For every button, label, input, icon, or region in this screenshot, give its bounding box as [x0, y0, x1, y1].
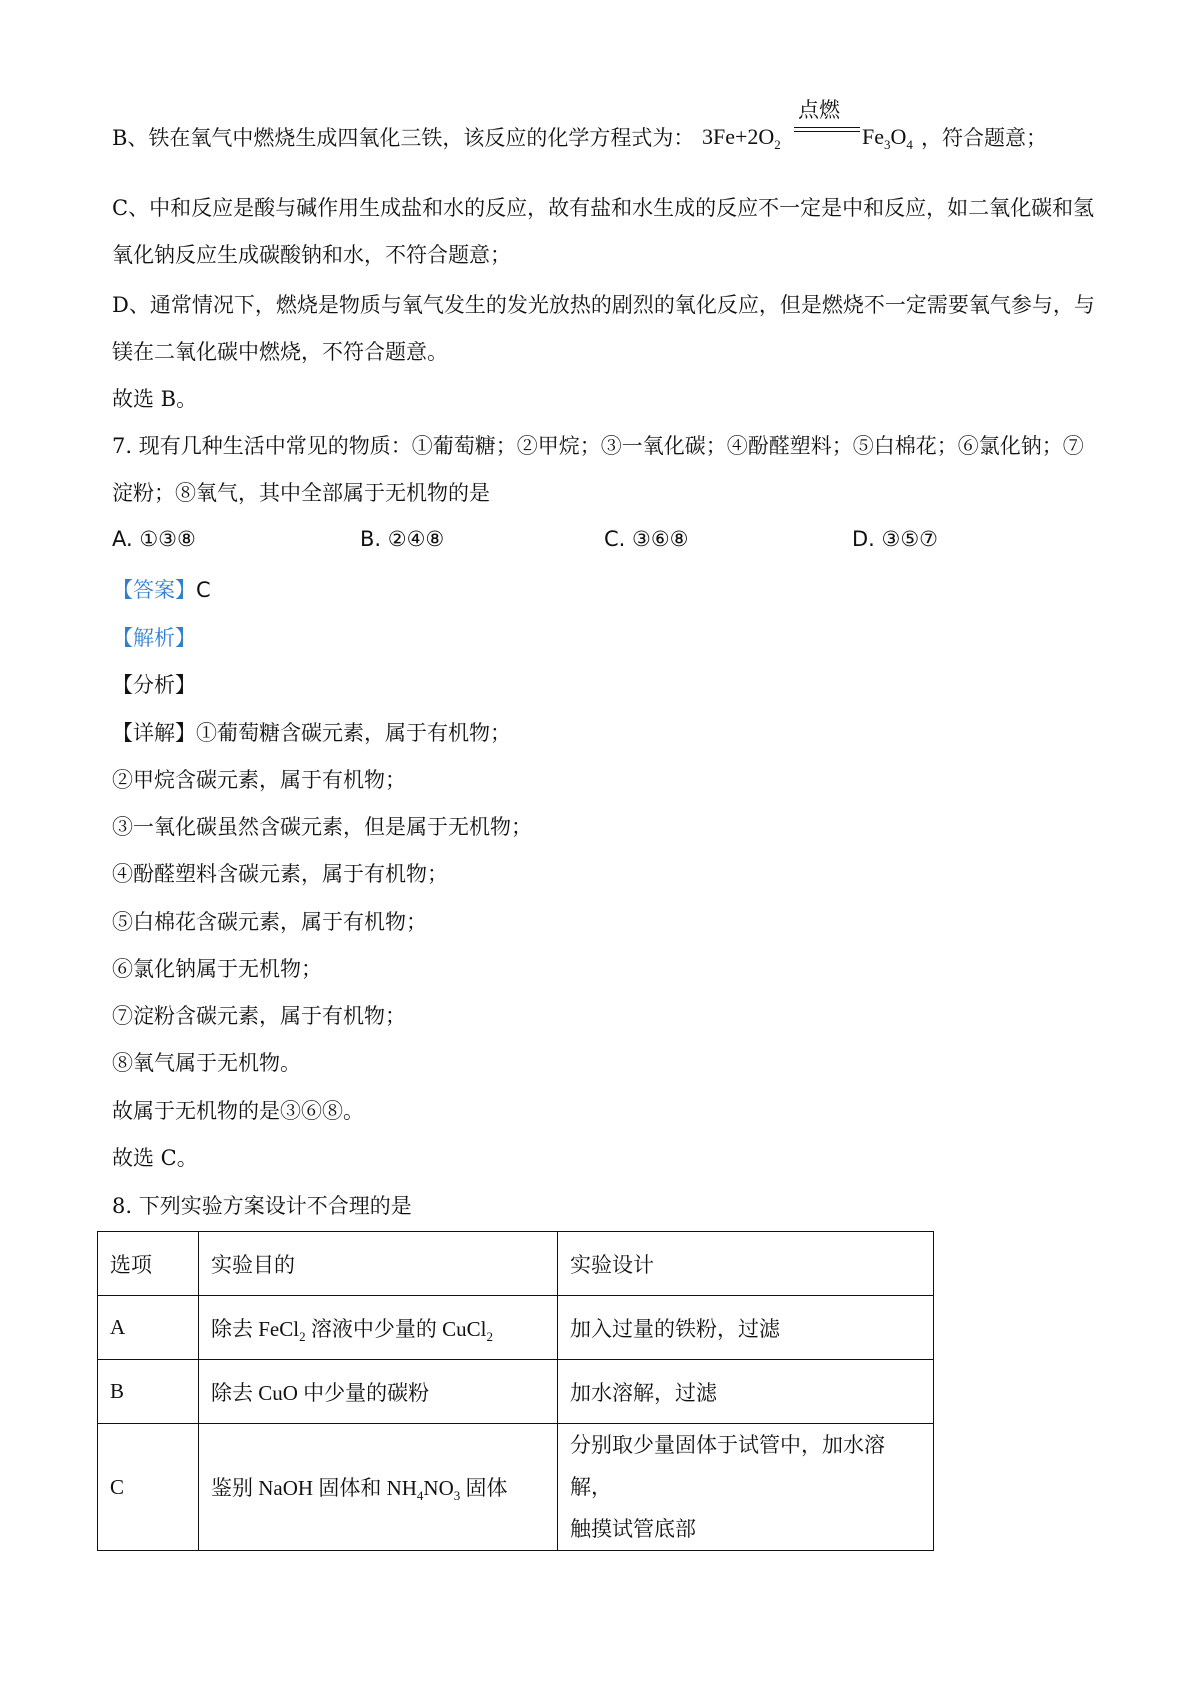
equation-bar-top — [794, 127, 860, 128]
detail-line-6: ⑥氯化钠属于无机物； — [112, 957, 322, 981]
answer-line — [112, 575, 211, 605]
purpose-text: 固体 — [460, 1476, 508, 1500]
experiment-table — [97, 1231, 934, 1551]
header-option: 选项 — [98, 1232, 199, 1296]
q8-stem: 8. 下列实验方案设计不合理的是 — [112, 1194, 412, 1218]
option-d-line-1: D、通常情况下，燃烧是物质与氧气发生的发光放热的剧烈的氧化反应，但是燃烧不一定需要氧气参与，与 — [112, 293, 1095, 317]
detail-text: ①葡萄糖含碳元素，属于有机物； — [196, 721, 511, 745]
detail-line-1 — [112, 718, 511, 748]
q7-option-b: B. ②④⑧ — [360, 527, 445, 551]
header-design: 实验设计 — [558, 1232, 934, 1296]
table-row — [98, 1360, 934, 1424]
subscript: 4 — [416, 1488, 424, 1503]
subscript: 2 — [299, 1328, 306, 1344]
row-a-purpose — [199, 1296, 558, 1360]
equation-products — [862, 124, 913, 150]
fenxi-tag: 【分析】 — [112, 673, 196, 697]
subscript: 4 — [906, 137, 913, 152]
row-b-option: B — [98, 1360, 199, 1424]
subscript: 2 — [774, 137, 781, 152]
option-b-suffix: ，符合题意； — [921, 126, 1047, 150]
table-header-row — [98, 1232, 934, 1296]
detail-line-5: ⑤白棉花含碳元素，属于有机物； — [112, 910, 427, 934]
choose-c: 故选 C。 — [112, 1146, 198, 1170]
purpose-text: 除去 FeCl — [211, 1316, 300, 1341]
choose-b: 故选 B。 — [112, 387, 198, 411]
answer-value: C — [196, 578, 211, 602]
equation-reactants: 3Fe+2O — [702, 124, 775, 149]
row-b-design: 加水溶解，过滤 — [558, 1360, 934, 1424]
q7-stem-line-1: 7. 现有几种生活中常见的物质：①葡萄糖；②甲烷；③一氧化碳；④酚醛塑料；⑤白棉花；⑥氯化钠；⑦ — [112, 434, 1084, 458]
detail-line-8: ⑧氧气属于无机物。 — [112, 1051, 301, 1075]
purpose-text: NO — [423, 1476, 454, 1500]
row-c-design-line-2: 触摸试管底部 — [570, 1517, 696, 1541]
chemical-equation — [702, 124, 781, 150]
header-purpose: 实验目的 — [199, 1232, 558, 1296]
detail-line-2: ②甲烷含碳元素，属于有机物； — [112, 768, 406, 792]
option-c-line-2: 氧化钠反应生成碳酸钠和水，不符合题意； — [112, 243, 511, 267]
row-c-design-line-1: 分别取少量固体于试管中，加水溶解， — [570, 1433, 885, 1499]
analysis-tag: 【解析】 — [112, 626, 196, 650]
row-a-option: A — [98, 1296, 199, 1360]
equation-bar-bottom — [794, 131, 860, 132]
subscript: 2 — [486, 1328, 493, 1344]
detail-tag: 【详解】 — [112, 721, 196, 745]
row-c-option: C — [98, 1424, 199, 1551]
q7-option-d: D. ③⑤⑦ — [852, 527, 938, 551]
product-fe: Fe — [862, 124, 884, 149]
row-a-design: 加入过量的铁粉，过滤 — [558, 1296, 934, 1360]
detail-line-3: ③一氧化碳虽然含碳元素，但是属于无机物； — [112, 815, 532, 839]
detail-conclusion: 故属于无机物的是③⑥⑧。 — [112, 1099, 364, 1123]
q7-option-a: A. ①③⑧ — [112, 527, 196, 551]
product-o: O — [890, 124, 907, 149]
row-c-purpose — [199, 1424, 558, 1551]
purpose-text: 鉴别 NaOH 固体和 NH — [211, 1476, 417, 1500]
purpose-text: 溶液中少量的 CuCl — [305, 1316, 487, 1341]
option-c-line-1: C、中和反应是酸与碱作用生成盐和水的反应，故有盐和水生成的反应不一定是中和反应，如二氧化碳和氢 — [112, 196, 1095, 220]
table-row — [98, 1424, 934, 1551]
detail-line-7: ⑦淀粉含碳元素，属于有机物； — [112, 1004, 406, 1028]
q7-option-c: C. ③⑥⑧ — [604, 527, 689, 551]
option-d-line-2: 镁在二氧化碳中燃烧，不符合题意。 — [112, 340, 448, 364]
option-b-text: B、铁在氧气中燃烧生成四氧化三铁，该反应的化学方程式为： — [112, 126, 695, 150]
answer-tag: 【答案】 — [112, 578, 196, 602]
row-c-design — [558, 1424, 934, 1551]
option-b-explanation — [112, 123, 694, 153]
row-b-purpose: 除去 CuO 中少量的碳粉 — [199, 1360, 558, 1424]
subscript: 3 — [884, 137, 891, 152]
table-row — [98, 1296, 934, 1360]
subscript: 3 — [453, 1488, 461, 1503]
q7-stem-line-2: 淀粉；⑧氧气，其中全部属于无机物的是 — [112, 481, 490, 505]
reaction-condition: 点燃 — [798, 98, 840, 122]
detail-line-4: ④酚醛塑料含碳元素，属于有机物； — [112, 862, 448, 886]
